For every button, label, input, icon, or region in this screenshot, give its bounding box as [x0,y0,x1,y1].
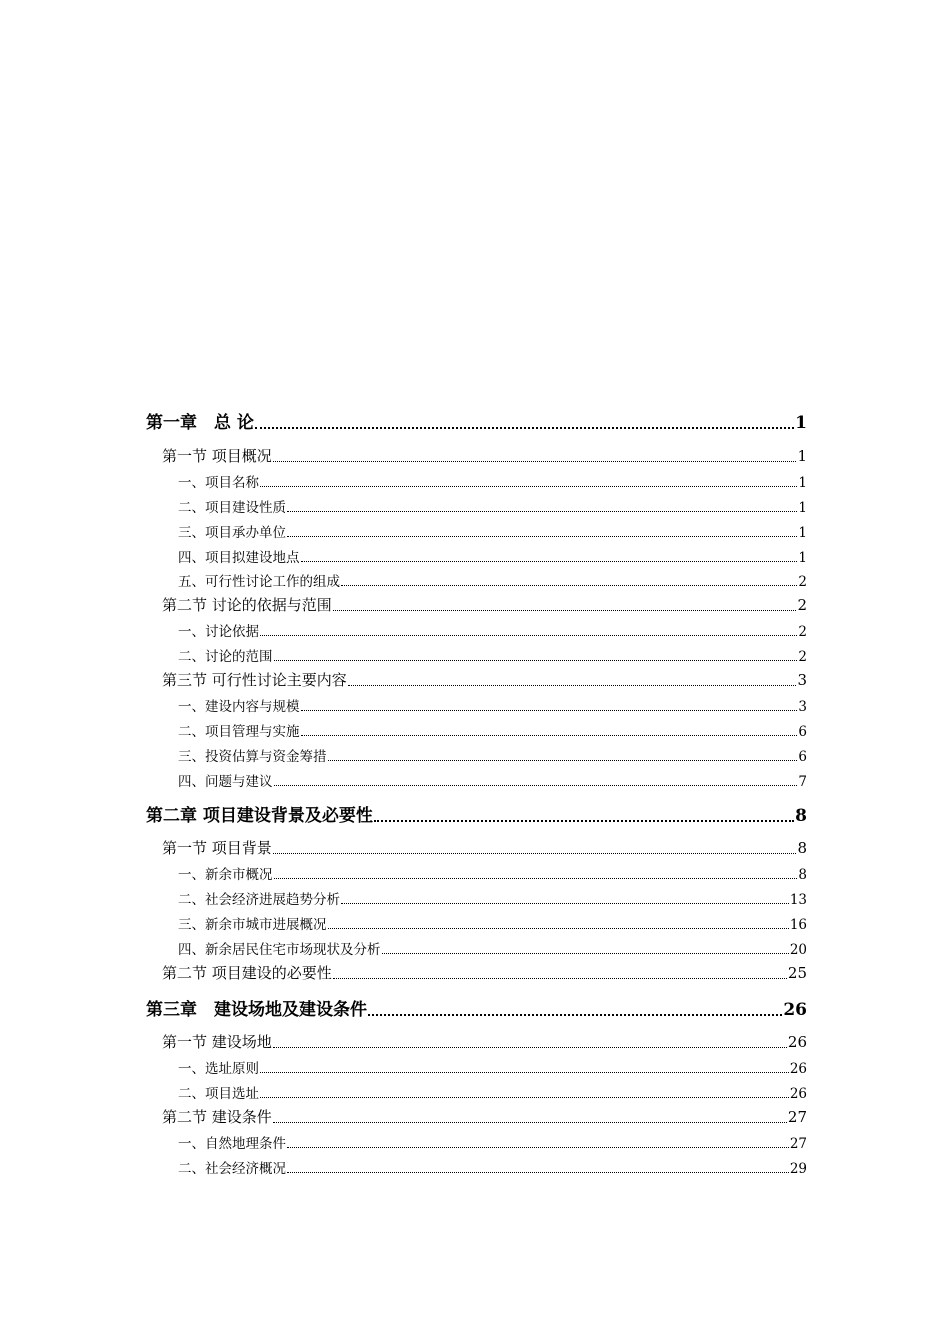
toc-entry-title: 一、讨论依据 [178,624,259,640]
dot-leader [333,610,797,611]
dot-leader [348,685,797,686]
toc-section-entry[interactable] [162,962,807,983]
toc-entry-title: 第三章 建设场地及建设条件 [146,1000,367,1020]
toc-entry-title: 第一节 项目概况 [162,447,272,465]
dot-leader [273,461,797,462]
toc-subsection-entry[interactable] [178,1057,807,1077]
toc-entry-title: 二、项目选址 [178,1086,259,1102]
toc-subsection-entry[interactable] [178,745,807,765]
toc-subsection-entry[interactable] [178,720,807,740]
toc-entry-title: 四、项目拟建设地点 [178,550,300,566]
toc-entry-title: 二、社会经济概况 [178,1161,286,1177]
dot-leader [274,660,798,661]
toc-page-number: 2 [798,574,807,590]
toc-entry-title: 第二节 建设条件 [162,1108,272,1126]
toc-page-number: 26 [789,1061,807,1077]
toc-page-number: 6 [798,724,807,740]
toc-subsection-entry[interactable] [178,695,807,715]
dot-leader [273,1047,787,1048]
toc-page-number: 1 [798,525,807,541]
dot-leader [287,536,797,537]
toc-section-entry[interactable] [162,1106,807,1127]
toc-page-number: 26 [789,1086,807,1102]
toc-entry-title: 一、新余市概况 [178,867,273,883]
toc-page-number: 1 [797,447,807,465]
toc-section-entry[interactable] [162,837,807,858]
toc-subsection-entry[interactable] [178,1157,807,1177]
toc-page-number: 26 [783,1000,807,1020]
toc-page-number: 27 [787,1108,807,1126]
toc-subsection-entry[interactable] [178,471,807,491]
toc-page-number: 26 [787,1033,807,1051]
dot-leader [328,928,789,929]
toc-entry-title: 一、自然地理条件 [178,1136,286,1152]
dot-leader [382,953,789,954]
toc-page-number: 25 [787,964,807,982]
dot-leader [273,853,797,854]
toc-entry-title: 二、社会经济进展趋势分析 [178,892,340,908]
toc-subsection-entry[interactable] [178,521,807,541]
toc-chapter-entry[interactable] [146,408,807,433]
toc-page-number: 1 [795,413,807,433]
toc-page-number: 8 [795,806,807,826]
dot-leader [273,1122,787,1123]
toc-subsection-entry[interactable] [178,1082,807,1102]
toc-subsection-entry[interactable] [178,496,807,516]
toc-subsection-entry[interactable] [178,546,807,566]
dot-leader [260,1072,789,1073]
toc-entry-title: 四、问题与建议 [178,774,273,790]
toc-entry-title: 三、项目承办单位 [178,525,286,541]
toc-subsection-entry[interactable] [178,1132,807,1152]
toc-entry-title: 第三节 可行性讨论主要内容 [162,671,347,689]
toc-page-number: 3 [797,671,807,689]
toc-entry-title: 第一章 总 论 [146,413,254,433]
dot-leader [333,978,787,979]
toc-page-number: 29 [789,1161,807,1177]
toc-subsection-entry[interactable] [178,570,807,590]
toc-subsection-entry[interactable] [178,913,807,933]
toc-entry-title: 三、新余市城市进展概况 [178,917,327,933]
toc-page-number: 1 [798,475,807,491]
dot-leader [287,1147,789,1148]
toc-subsection-entry[interactable] [178,770,807,790]
toc-page-number: 7 [798,774,807,790]
toc-entry-title: 第二章 项目建设背景及必要性 [146,806,373,826]
dot-leader [341,585,797,586]
toc-chapter-entry[interactable] [146,801,807,826]
dot-leader [260,635,797,636]
toc-page-number: 6 [798,749,807,765]
toc-entry-title: 五、可行性讨论工作的组成 [178,574,340,590]
toc-page-number: 3 [798,699,807,715]
toc-entry-title: 一、项目名称 [178,475,259,491]
toc-page-number: 2 [798,624,807,640]
toc-page-number: 20 [789,942,807,958]
dot-leader [374,820,794,822]
toc-subsection-entry[interactable] [178,938,807,958]
toc-section-entry[interactable] [162,669,807,690]
toc-section-entry[interactable] [162,594,807,615]
toc-page-number: 8 [798,867,807,883]
dot-leader [328,760,798,761]
toc-page-number: 1 [798,550,807,566]
dot-leader [368,1014,782,1016]
toc-subsection-entry[interactable] [178,888,807,908]
toc-entry-title: 一、选址原则 [178,1061,259,1077]
toc-subsection-entry[interactable] [178,620,807,640]
toc-entry-title: 第二节 项目建设的必要性 [162,964,332,982]
dot-leader [274,878,798,879]
toc-chapter-entry[interactable] [146,995,807,1020]
dot-leader [274,785,798,786]
toc-page-number: 2 [798,649,807,665]
dot-leader [301,561,798,562]
toc-entry-title: 三、投资估算与资金筹措 [178,749,327,765]
dot-leader [287,511,797,512]
dot-leader [301,735,798,736]
toc-entry-title: 第一节 项目背景 [162,839,272,857]
toc-section-entry[interactable] [162,1031,807,1052]
toc-section-entry[interactable] [162,445,807,466]
toc-entry-title: 二、讨论的范围 [178,649,273,665]
toc-subsection-entry[interactable] [178,645,807,665]
toc-page-number: 1 [798,500,807,516]
toc-entry-title: 二、项目建设性质 [178,500,286,516]
toc-entry-title: 二、项目管理与实施 [178,724,300,740]
toc-page-number: 27 [789,1136,807,1152]
toc-entry-title: 第二节 讨论的依据与范围 [162,596,332,614]
dot-leader [341,903,789,904]
dot-leader [301,710,798,711]
toc-page-number: 8 [797,839,807,857]
dot-leader [260,1097,789,1098]
toc-page-number: 13 [789,892,807,908]
toc-subsection-entry[interactable] [178,863,807,883]
toc-entry-title: 四、新余居民住宅市场现状及分析 [178,942,381,958]
toc-page-number: 2 [797,596,807,614]
dot-leader [260,486,797,487]
toc-page-number: 16 [789,917,807,933]
dot-leader [255,427,794,429]
toc-entry-title: 一、建设内容与规模 [178,699,300,715]
toc-entry-title: 第一节 建设场地 [162,1033,272,1051]
dot-leader [287,1172,789,1173]
